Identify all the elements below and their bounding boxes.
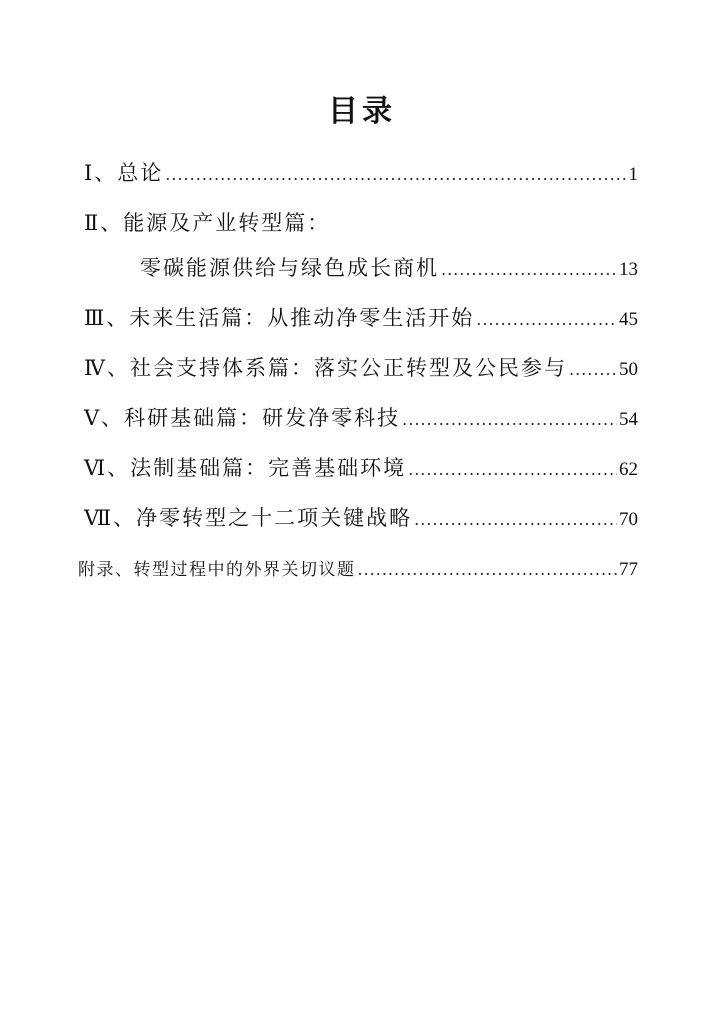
toc-entry-label: Ⅰ、总论 xyxy=(84,161,164,185)
toc-entry-2[interactable] xyxy=(140,253,638,285)
dot-leader xyxy=(414,505,617,535)
dot-leader xyxy=(402,405,617,435)
toc-entry-page: 50 xyxy=(619,359,638,380)
dot-leader xyxy=(476,305,617,335)
toc-entry-5[interactable] xyxy=(84,403,638,435)
toc-entry-label: 零碳能源供给与绿色成长商机 xyxy=(140,256,439,280)
toc-entry-page: 62 xyxy=(619,459,638,480)
toc-entry-page: 13 xyxy=(619,259,638,280)
toc-entry-7[interactable] xyxy=(84,503,638,535)
dot-leader xyxy=(408,455,617,485)
toc-entry-page: 77 xyxy=(619,559,638,580)
toc-entry-4[interactable] xyxy=(84,353,638,385)
toc-entry-6[interactable] xyxy=(84,453,638,485)
toc-entry-label: Ⅴ、科研基础篇：研发净零科技 xyxy=(84,406,401,430)
toc-entry-page: 54 xyxy=(619,409,638,430)
toc-section-heading-2: Ⅱ、能源及产业转型篇： xyxy=(84,211,331,235)
toc-entry-3[interactable] xyxy=(84,303,638,335)
dot-leader xyxy=(165,160,626,190)
dot-leader xyxy=(441,255,617,285)
toc-entry-page: 45 xyxy=(619,309,638,330)
toc-entry-page: 1 xyxy=(628,164,638,185)
toc-entry-label: Ⅵ、法制基础篇：完善基础环境 xyxy=(84,456,407,480)
dot-leader xyxy=(358,555,618,585)
toc-entry-page: 70 xyxy=(619,509,638,530)
toc-entry-label: 附录、转型过程中的外界关切议题 xyxy=(78,560,356,580)
toc-entry-appendix[interactable] xyxy=(78,555,638,585)
toc-entry-1[interactable] xyxy=(84,158,638,190)
toc-entry-label: Ⅲ、未来生活篇：从推动净零生活开始 xyxy=(84,306,475,330)
toc-entry-label: Ⅳ、社会支持体系篇：落实公正转型及公民参与 xyxy=(84,356,567,380)
dot-leader xyxy=(569,355,617,385)
toc-entry-label: Ⅶ、净零转型之十二项关键战略 xyxy=(84,506,413,530)
toc-title: 目录 xyxy=(328,94,396,129)
